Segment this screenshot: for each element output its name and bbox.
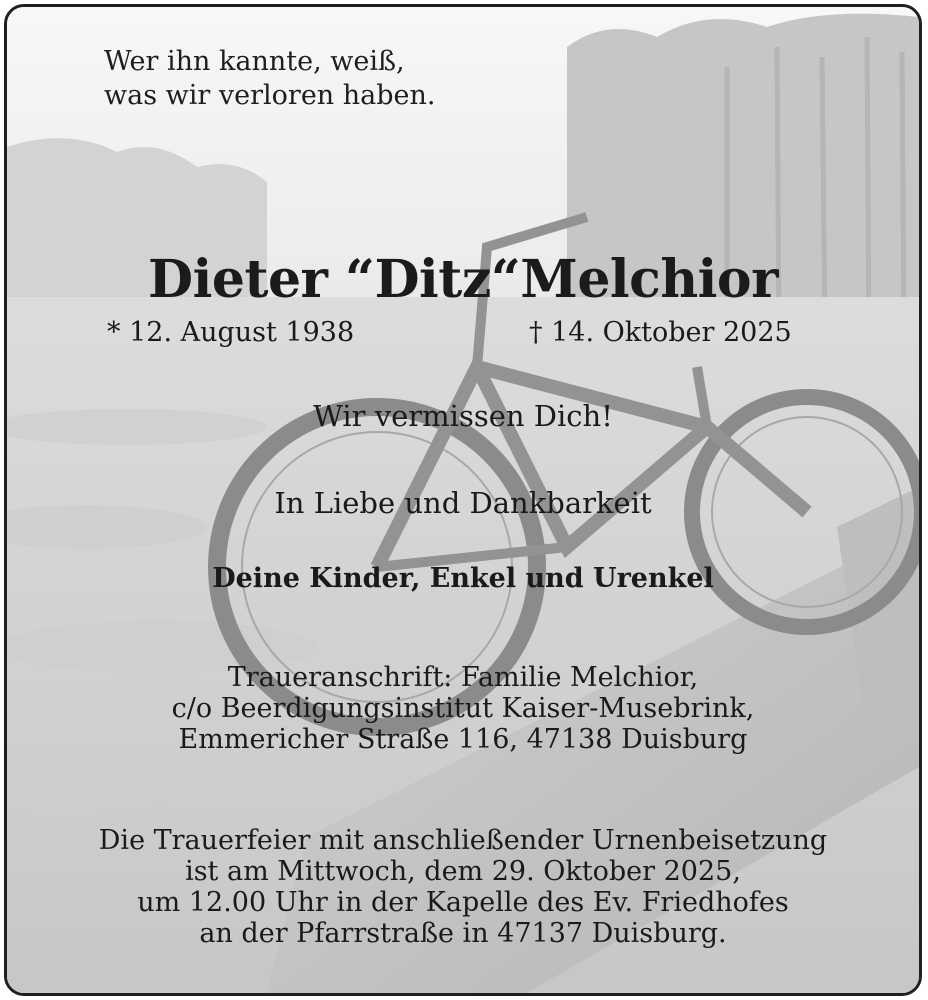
- obituary-notice: [4, 4, 922, 996]
- death-date: † 14. Oktober 2025: [529, 317, 792, 348]
- message: Wir vermissen Dich!: [313, 399, 613, 433]
- service-line: an der Pfarrstraße in 47137 Duisburg.: [199, 918, 727, 949]
- funeral-service-info: [7, 825, 919, 949]
- motto: [104, 45, 436, 113]
- deceased-name: Dieter “Ditz“Melchior: [148, 249, 778, 310]
- service-line: ist am Mittwoch, dem 29. Oktober 2025,: [185, 856, 741, 887]
- birth-date: * 12. August 1938: [107, 317, 355, 348]
- motto-line: Wer ihn kannte, weiß,: [104, 46, 405, 77]
- closing-phrase: In Liebe und Dankbarkeit: [274, 486, 652, 520]
- address-line: Traueranschrift: Familie Melchior,: [227, 662, 699, 693]
- service-line: Die Trauerfeier mit anschließender Urnenbeisetzung: [98, 825, 828, 856]
- service-line: um 12.00 Uhr in der Kapelle des Ev. Friedhofes: [137, 887, 789, 918]
- family-signature: Deine Kinder, Enkel und Urenkel: [212, 563, 714, 594]
- address-line: Emmericher Straße 116, 47138 Duisburg: [178, 724, 748, 755]
- motto-line: was wir verloren haben.: [104, 80, 436, 111]
- address-line: c/o Beerdigungsinstitut Kaiser-Musebrink,: [171, 693, 755, 724]
- mourning-address: [7, 662, 919, 755]
